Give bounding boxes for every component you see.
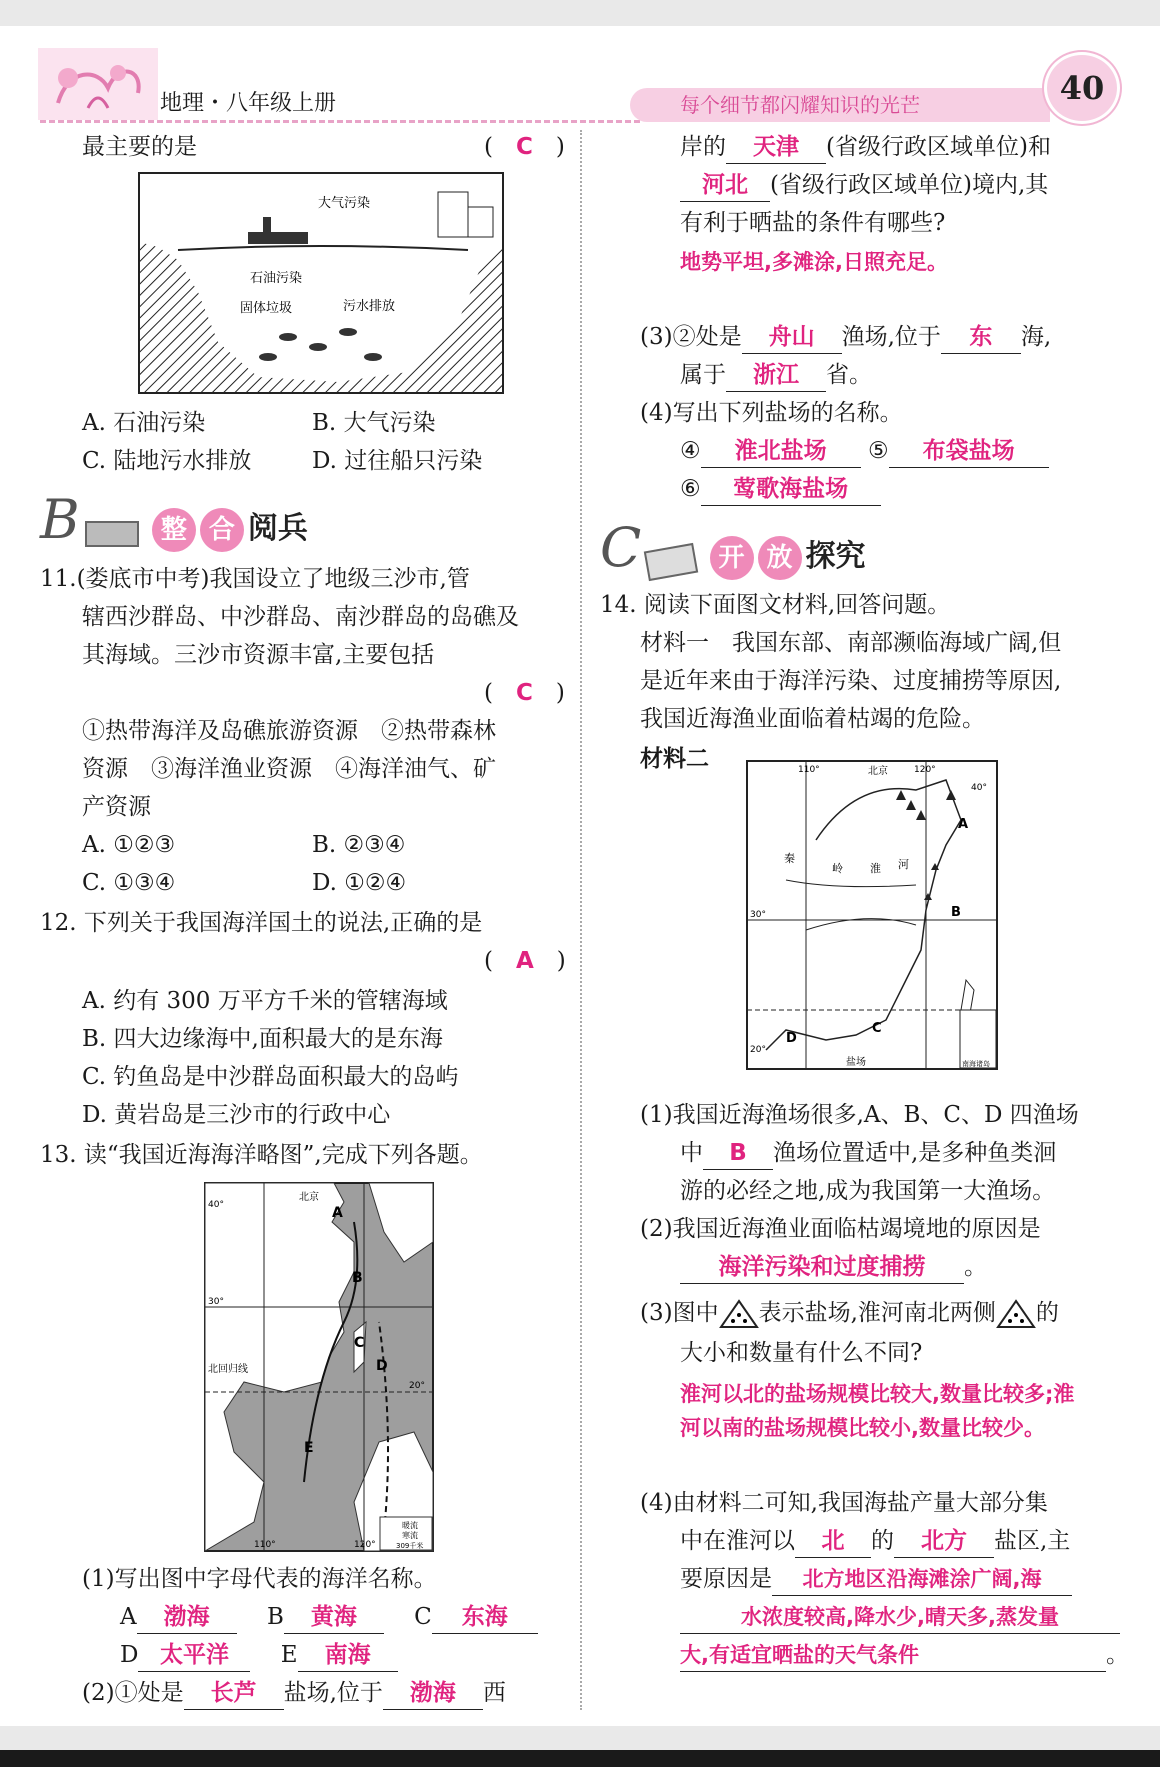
q11-answer: C [515,680,533,706]
header-divider [40,120,640,123]
q14-s3-c: 的 [1035,1300,1059,1326]
q14-s2-answer: 海洋污染和过度捕捞 [680,1251,964,1284]
q14-map-a: A [958,817,969,832]
q13-s4-num: ④ [680,438,701,464]
q14-s4-b: 中在淮河以 [680,1528,795,1554]
q14-map-huai: 淮 [870,862,881,875]
q14-s4-ans3b: 水浓度较高,降水少,晴天多,蒸发量 [680,1601,1120,1634]
fig-air-label: 大气污染 [318,196,371,211]
q14-s4-row3 [680,1598,1120,1636]
q13-legend-scale: 309千米 [396,1542,424,1550]
q14-map-lon120: 120° [914,765,936,775]
fig-oil-label: 石油污染 [250,271,303,286]
q11-option-d: D. ①②④ [312,870,407,896]
q13-map-lon120: 120° [354,1540,376,1550]
q13-sub3-ans2: 东 [941,321,1021,354]
q12-option-d: D. 黄岩岛是三沙市的行政中心 [82,1102,391,1128]
q14-m2-title: 材料二 [640,745,709,772]
q13-cont-a: 岸的 [680,134,726,160]
q14-map-beijing: 北京 [868,766,888,777]
q14-map-b: B [951,905,961,920]
book-stack-icon [85,521,139,547]
q11-line2: 辖西沙群岛、中沙群岛、南沙群岛的岛礁及 [82,604,519,630]
q14-map-lat20: 20° [750,1045,766,1055]
q13-map-e: E [304,1440,314,1456]
q13-s6-answer: 莺歌海盐场 [701,473,881,506]
q14-map-legend: 盐场 [846,1057,866,1068]
section-b-letter: B [40,488,80,551]
q13-c-answer: 东海 [432,1601,538,1634]
section-c-header [600,516,920,579]
q14-s2-a: (2)我国近海渔业面临枯竭境地的原因是 [640,1216,1041,1242]
q14-s4-row4 [680,1636,1129,1674]
q14-s2-row [680,1248,987,1286]
q14-s3-b: 表示盐场,淮河南北两侧 [758,1300,996,1326]
q14-s1-b: 中 [680,1140,703,1166]
q11-answer-bracket: ( C ) [484,680,565,706]
q14-s4-e: 要原因是 [680,1566,772,1592]
q13-e-answer: 南海 [298,1639,398,1672]
q13-cont-1 [680,128,1051,166]
q11-line3: 其海域。三沙市资源丰富,主要包括 [82,642,435,668]
q14-s3-d: 大小和数量有什么不同? [680,1340,923,1366]
q13-b-label: B [266,1604,284,1630]
q13-sub4-row2 [680,470,881,508]
section-c-letter: C [600,516,642,579]
q14-s4-ans3c: 大,有适宜晒盐的天气条件 [680,1639,1106,1672]
q14-s4-a: (4)由材料二可知,我国海盐产量大部分集 [640,1490,1048,1516]
section-b-header [40,488,350,551]
pollution-figure [138,172,504,394]
fig-solid-label: 固体垃圾 [240,301,293,316]
q11-items-1: ①热带海洋及岛礁旅游资源 ②热带森林 [82,718,496,744]
pen-notebook-icon [644,542,698,580]
q10-stem: 最主要的是 [82,134,197,160]
q11-option-a: A. ①②③ [82,832,176,858]
q14-s3-ans1: 淮河以北的盐场规模比较大,数量比较多;淮 [680,1382,1075,1406]
q12-stem: 12. 下列关于我国海洋国土的说法,正确的是 [40,910,483,936]
q13-ans-row1 [120,1598,538,1636]
q14-map-ling: 岭 [832,862,843,875]
q13-s6-num: ⑥ [680,476,701,502]
q14-map-nanhai: 南海诸岛 [962,1060,990,1068]
q13-map-lat40: 40° [208,1200,224,1210]
q13-a-label: A [120,1604,137,1630]
q13-sub2 [82,1674,506,1712]
q13-sub2-c: 西 [482,1680,506,1706]
q14-map-lat40: 40° [971,783,987,793]
q14-stem: 14. 阅读下面图文材料,回答问题。 [600,592,951,618]
q12-option-c: C. 钓鱼岛是中沙群岛面积最大的岛屿 [82,1064,459,1090]
q11-option-c: C. ①③④ [82,870,176,896]
q14-m1-line2: 是近年来由于海洋污染、过度捕捞等原因, [640,668,1062,694]
section-b-char1: 整 [152,508,196,552]
q13-sub4-row1 [680,432,1049,470]
q13-sub3-ans3: 浙江 [726,359,826,392]
section-b-title: 阅兵 [247,511,308,546]
q14-s4-ans3a: 北方地区沿海滩涂广阔,海 [772,1563,1072,1596]
q11-items-3: 产资源 [82,794,151,820]
q14-s1-answer: B [703,1137,773,1170]
section-c-title: 探究 [805,539,866,574]
q14-map-d: D [786,1031,797,1046]
q14-s4-row1 [680,1522,1070,1560]
q13-sub2-a: (2)①处是 [82,1680,184,1706]
q13-map-lon110: 110° [254,1540,276,1550]
q13-map-d: D [376,1358,388,1374]
q10-answer: C [515,134,533,160]
q14-s1-c: 渔场位置适中,是多种鱼类洄 [773,1140,1057,1166]
q13-d-answer: 太平洋 [138,1639,250,1672]
q14-map-he: 河 [898,858,909,871]
q13-sub3-d: 属于 [680,362,726,388]
q13-cont-b: (省级行政区域单位)和 [826,134,1051,160]
q11-items-2: 资源 ③海洋渔业资源 ④海洋油气、矿 [82,756,496,782]
q14-map-lon110: 110° [798,765,820,775]
q13-map-c: C [354,1335,365,1351]
q14-s4-c: 的 [871,1528,894,1554]
q13-sub2-ans2: 渤海 [383,1677,483,1710]
q14-s3-a: (3)图中 [640,1300,719,1326]
q13-legend-cold: 寒流 [402,1531,418,1540]
q14-s4-ans2: 北方 [894,1525,994,1558]
salt-field-icon-2 [996,1299,1036,1329]
q13-sub3-e: 省。 [826,362,872,388]
q12-option-a: A. 约有 300 万平方千米的管辖海域 [82,988,448,1014]
q14-s1-row [680,1134,1056,1172]
q13-map-b: B [352,1270,363,1286]
q14-s4-row2 [680,1560,1072,1598]
q14-m1-line3: 我国近海渔业面临着枯竭的危险。 [640,706,985,732]
column-divider [580,130,582,1710]
q13-map-tropic: 北回归线 [208,1364,248,1375]
q14-map-c: C [872,1021,882,1036]
bottom-bar [0,1750,1160,1767]
q14-map-lat30: 30° [750,910,766,920]
fig-sewage-label: 污水排放 [343,299,396,314]
q14-m1-line1: 材料一 我国东部、南部濒临海域广阔,但 [640,630,1062,656]
q10-option-a: A. 石油污染 [82,410,206,436]
q14-s3-ans2: 河以南的盐场规模比较小,数量比较少。 [680,1416,1045,1440]
q12-answer-bracket: ( A ) [484,948,566,974]
q13-cont-2 [680,166,1048,204]
q13-sub2-b: 盐场,位于 [283,1680,383,1706]
q13-sub3-b: 渔场,位于 [841,324,941,350]
q13-e-label: E [280,1642,298,1668]
section-c-char2: 放 [758,536,802,580]
q14-s1-a: (1)我国近海渔场很多,A、B、C、D 四渔场 [640,1102,1079,1128]
q14-s1-d: 游的必经之地,成为我国第一大渔场。 [680,1178,1056,1204]
q13-sub1: (1)写出图中字母代表的海洋名称。 [82,1566,437,1592]
q13-sub3-ans1: 舟山 [742,321,842,354]
q11-line1: 11.(娄底市中考)我国设立了地级三沙市,管 [40,566,470,592]
q13-ans-row2 [120,1636,398,1674]
q13-sea-map [204,1182,434,1552]
q13-sub3-a: (3)②处是 [640,324,742,350]
q14-s4-end: 。 [1106,1642,1129,1668]
q14-s2-end: 。 [964,1254,987,1280]
q11-option-b: B. ②③④ [312,832,406,858]
book-title: 地理・八年级上册 [160,91,337,116]
q13-sub2-ans1: 长芦 [184,1677,284,1710]
q13-s4-answer: 淮北盐场 [701,435,861,468]
q13-s5-num: ⑤ [867,438,889,464]
slogan: 每个细节都闪耀知识的光芒 [630,88,1050,122]
floral-logo-icon [38,48,158,120]
q13-cont-ans2: 河北 [680,169,770,202]
q13-s5-answer: 布袋盐场 [889,435,1049,468]
q13-cont-ans1: 天津 [726,131,826,164]
q13-legend-warm: 暖流 [402,1521,418,1530]
q13-b-answer: 黄海 [284,1601,384,1634]
q13-cont-c: (省级行政区域单位)境内,其 [770,172,1049,198]
q14-s4-d: 盐区,主 [994,1528,1071,1554]
q13-cont-d: 有利于晒盐的条件有哪些? [680,210,946,236]
q14-salt-field-map [746,760,998,1070]
q13-stem: 13. 读“我国近海海洋略图”,完成下列各题。 [40,1142,483,1168]
salt-field-icon [719,1299,759,1329]
q13-map-lat20: 20° [409,1381,425,1391]
page-number: 40 [1044,52,1120,124]
q13-a-answer: 渤海 [137,1601,237,1634]
q13-d-label: D [120,1642,139,1668]
section-c-char1: 开 [710,536,754,580]
q13-sub3-1 [640,318,1051,356]
q13-sub4: (4)写出下列盐场的名称。 [640,400,903,426]
q12-answer: A [515,948,534,974]
q13-c-label: C [414,1604,432,1630]
q10-option-d: D. 过往船只污染 [312,448,483,474]
q13-map-lat30: 30° [208,1297,224,1307]
q14-s4-ans1: 北 [795,1525,871,1558]
q10-answer-bracket: ( C ) [484,134,565,160]
q13-cont-ans3: 地势平坦,多滩涂,日照充足。 [680,250,948,274]
q13-sub3-c: 海, [1020,324,1052,350]
q13-sub3-2 [680,356,872,394]
q14-s3-row [640,1294,1059,1332]
q12-option-b: B. 四大边缘海中,面积最大的是东海 [82,1026,443,1052]
q10-option-b: B. 大气污染 [312,410,436,436]
q13-map-a: A [332,1205,343,1221]
q14-map-qin: 秦 [784,852,795,865]
q13-map-beijing: 北京 [299,1192,319,1203]
section-b-char2: 合 [200,508,244,552]
q10-option-c: C. 陆地污水排放 [82,448,252,474]
